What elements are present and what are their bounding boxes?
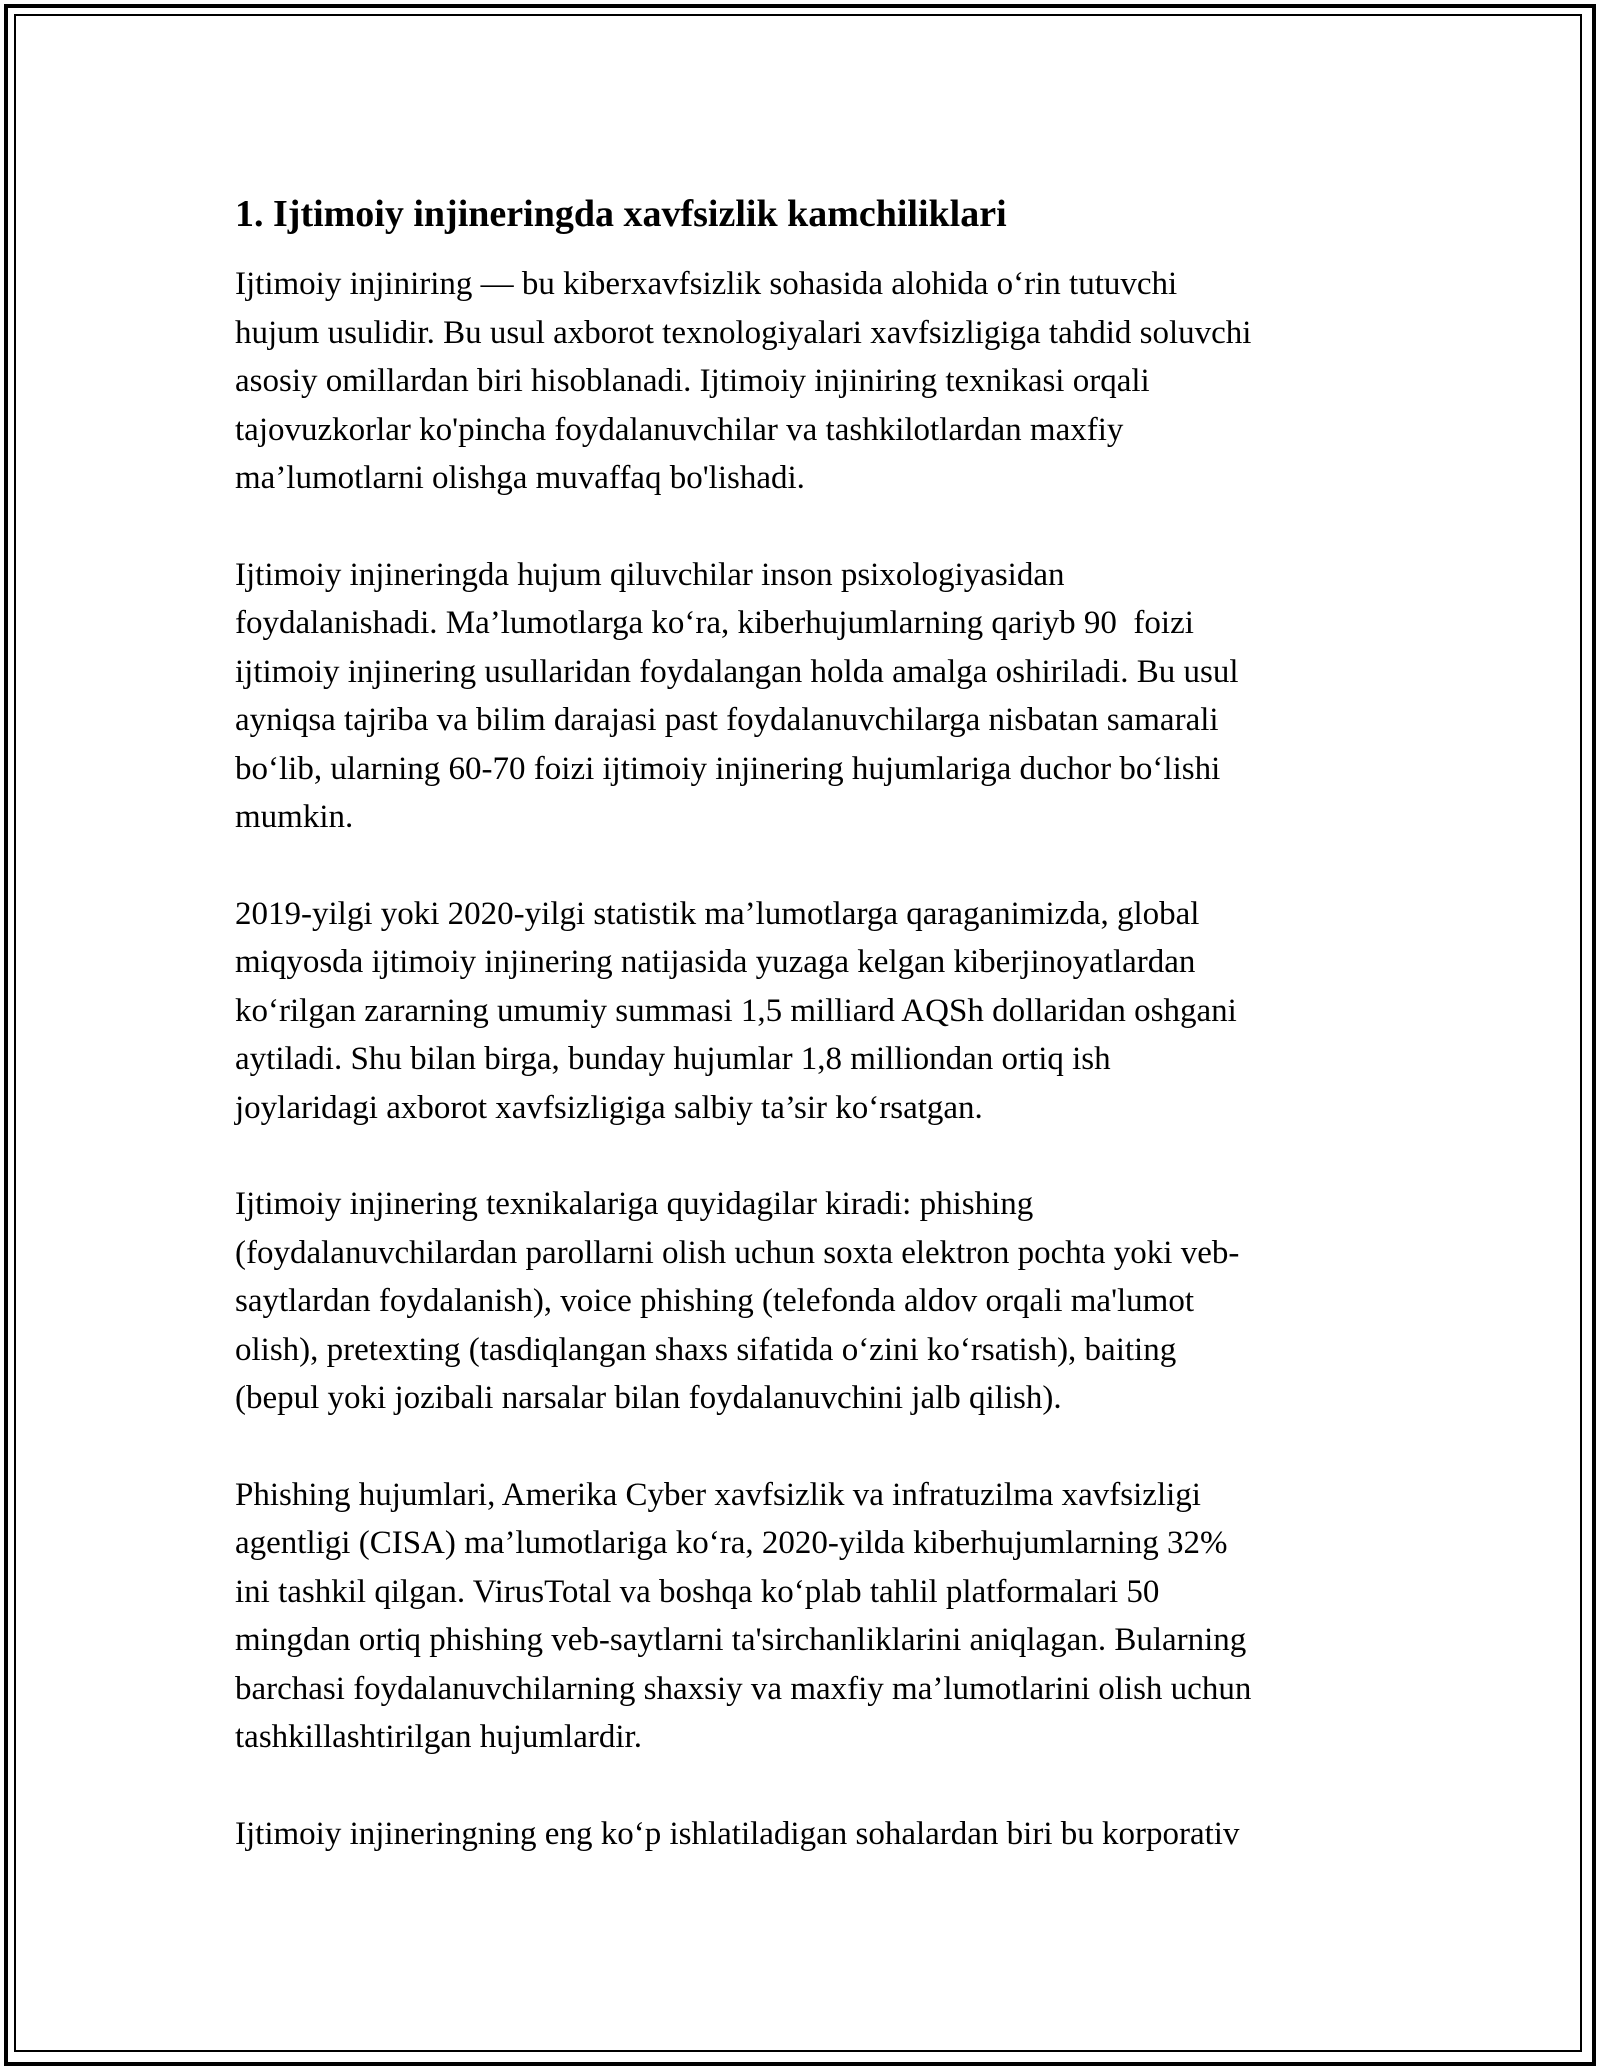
text-line: Ijtimoiy injiniring — bu kiberxavfsizlik sohasida alohida oʻrin tutuvchi: [235, 266, 1178, 302]
text-line: mumkin.: [235, 799, 354, 835]
text-line: Ijtimoiy injineringning eng koʻp ishlatiladigan sohalardan biri bu korporativ: [235, 1815, 1240, 1852]
paragraph-3: [235, 890, 1365, 1133]
text-line: tashkillashtirilgan hujumlardir.: [235, 1719, 642, 1755]
text-line: miqyosda ijtimoiy injinering natijasida yuzaga kelgan kiberjinoyatlardan: [235, 944, 1196, 980]
paragraph-2: [235, 551, 1365, 842]
text-line: ma’lumotlarni olishga muvaffaq bo'lishadi.: [235, 460, 805, 496]
text-line: asosiy omillardan biri hisoblanadi. Ijtimoiy injiniring texnikasi orqali: [235, 363, 1150, 399]
text-line: ini tashkil qilgan. VirusTotal va boshqa koʻplab tahlil platformalari 50: [235, 1573, 1160, 1610]
text-line: Phishing hujumlari, Amerika Cyber xavfsizlik va infratuzilma xavfsizligi: [235, 1476, 1201, 1513]
text-line: 2019-yilgi yoki 2020-yilgi statistik ma’lumotlarga qaraganimizda, global: [235, 895, 1200, 932]
paragraph-4: [235, 1180, 1365, 1423]
text-line: tajovuzkorlar ko'pincha foydalanuvchilar va tashkilotlardan maxfiy: [235, 411, 1124, 448]
text-line: ijtimoiy injinering usullaridan foydalangan holda amalga oshiriladi. Bu usul: [235, 653, 1239, 690]
text-line: aytiladi. Shu bilan birga, bunday hujumlar 1,8 milliondan ortiq ish: [235, 1041, 1111, 1077]
text-line: boʻlib, ularning 60-70 foizi ijtimoiy injinering hujumlariga duchor boʻlishi: [235, 750, 1221, 787]
text-line: olish), pretexting (tasdiqlangan shaxs sifatida oʻzini koʻrsatish), baiting: [235, 1331, 1177, 1368]
paragraph-5: [235, 1471, 1365, 1762]
text-line: (bepul yoki jozibali narsalar bilan foydalanuvchini jalb qilish).: [235, 1380, 1062, 1416]
text-line: foydalanishadi. Ma’lumotlarga koʻra, kiberhujumlarning qariyb 90 foizi: [235, 605, 1194, 641]
text-line: saytlardan foydalanish), voice phishing (telefonda aldov orqali ma'lumot: [235, 1283, 1195, 1319]
text-line: Ijtimoiy injineringda hujum qiluvchilar inson psixologiyasidan: [235, 556, 1065, 593]
text-line: agentligi (CISA) ma’lumotlariga koʻra, 2020-yilda kiberhujumlarning 32%: [235, 1525, 1228, 1561]
text-line: joylaridagi axborot xavfsizligiga salbiy ta’sir koʻrsatgan.: [235, 1089, 983, 1126]
text-line: hujum usulidir. Bu usul axborot texnologiyalari xavfsizligiga tahdid soluvchi: [235, 314, 1252, 351]
paragraph-1: [235, 260, 1365, 503]
paragraph-6: [235, 1810, 1365, 1859]
text-line: Ijtimoiy injinering texnikalariga quyidagilar kiradi: phishing: [235, 1186, 1034, 1222]
document-body: [235, 188, 1365, 1906]
section-heading: 1. Ijtimoiy injineringda xavfsizlik kamchiliklari: [235, 193, 1007, 235]
text-line: (foydalanuvchilardan parollarni olish uchun soxta elektron pochta yoki veb-: [235, 1234, 1240, 1271]
text-line: ayniqsa tajriba va bilim darajasi past foydalanuvchilarga nisbatan samarali: [235, 702, 1219, 738]
text-line: koʻrilgan zararning umumiy summasi 1,5 milliard AQSh dollaridan oshgani: [235, 992, 1237, 1029]
text-line: mingdan ortiq phishing veb-saytlarni ta'sirchanliklarini aniqlagan. Bularning: [235, 1622, 1247, 1658]
text-line: barchasi foydalanuvchilarning shaxsiy va maxfiy ma’lumotlarini olish uchun: [235, 1670, 1252, 1707]
